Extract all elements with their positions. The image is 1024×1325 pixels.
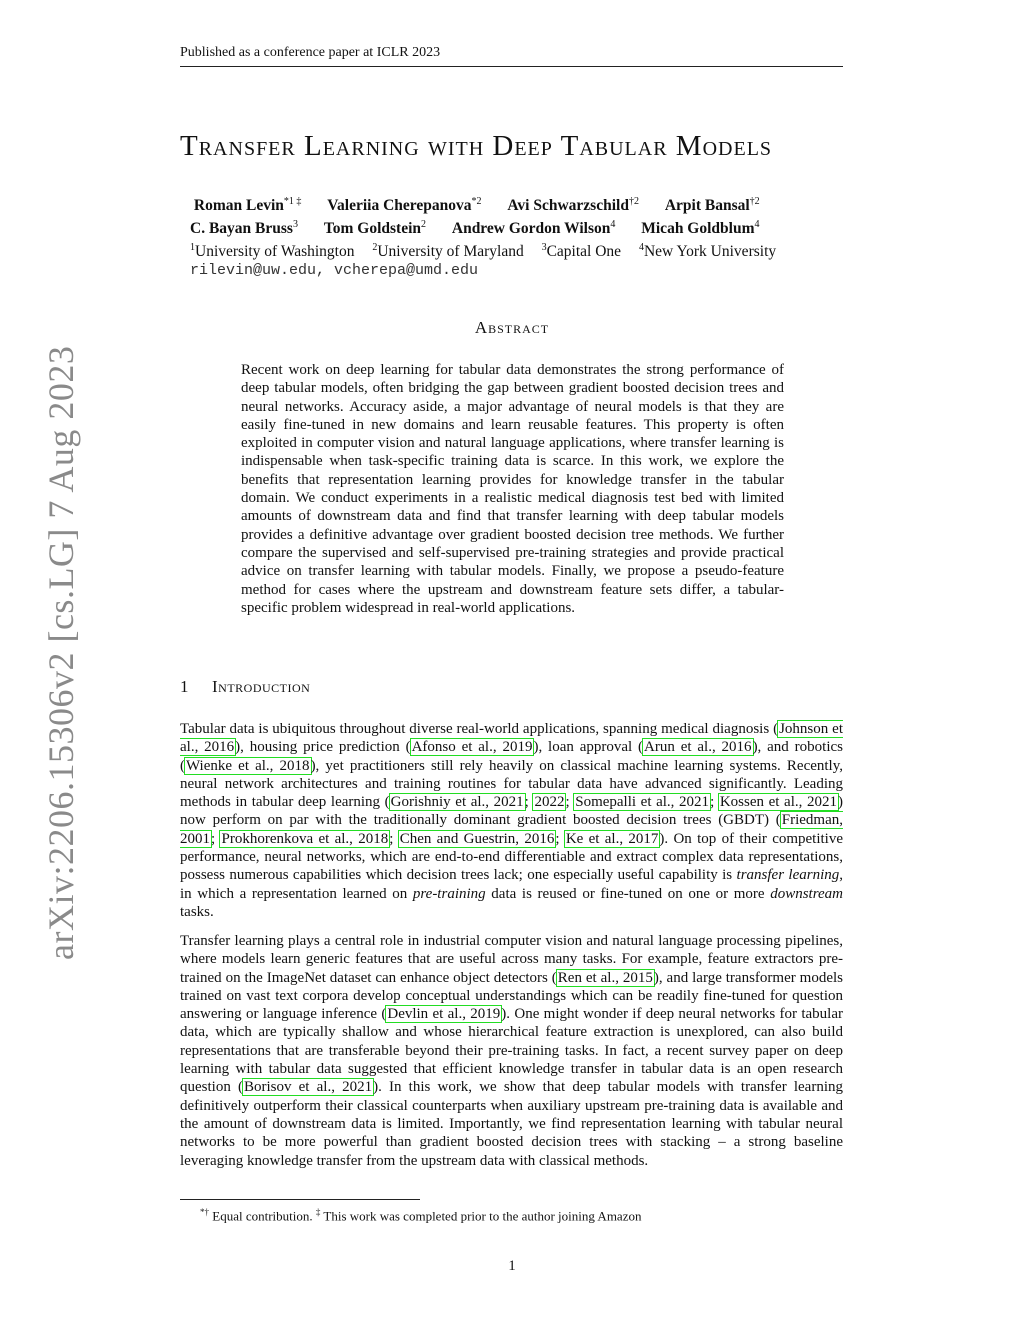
affiliation-row [190,238,850,261]
author-marks: †2 [749,196,760,207]
affiliation-num: 1 [190,242,195,254]
section-heading [180,677,310,697]
text-run: ), and robotics ( [180,739,843,774]
author-name: Roman Levin [193,197,284,215]
text-run: , in which a representation learned on [180,867,843,902]
author-name: C. Bayan Bruss [190,220,293,238]
author-marks: 3 [292,219,298,231]
footnote-rule [180,1199,420,1200]
text-run: data is reused or fine-tuned on one or more [485,885,771,902]
author-marks: †2 [628,196,639,207]
author-name: Valeriia Cherepanova [327,197,472,215]
citation-link[interactable]: Borisov et al., 2021 [243,1079,373,1096]
text-run: ; [565,794,575,811]
author-marks: 4 [754,219,760,231]
text-run: ; [211,830,221,847]
author-name: Andrew Gordon Wilson [451,220,611,238]
text-run: ; [389,830,399,847]
text-run: ) now perform on par with the traditionally dominant gradient boosted decision trees (GBDT) ( [180,794,843,829]
citation-link[interactable]: Kossen et al., 2021 [719,794,837,811]
affiliation: University of Washington [195,243,355,261]
text-run: tasks. [180,903,214,920]
citation-link[interactable]: Arun et al., 2016 [644,739,752,756]
intro-paragraph-1 [180,720,843,921]
header-rule [180,66,843,67]
author-name: Micah Goldblum [641,220,755,238]
text-run: Equal contribution. [209,1208,316,1224]
author-marks: 4 [610,219,616,231]
author-name: Tom Goldstein [323,220,421,238]
text-run: ), yet practitioners still rely heavily on classical machine learning systems. Recently, neural network architectures and training routines for tabular data have advanced significantly. Leading methods in tabular deep learning ( [180,757,844,811]
section-number: 1 [180,677,189,696]
affiliation: Capital One [546,243,622,261]
text-run: ), loan approval ( [533,739,644,756]
running-header: Published as a conference paper at ICLR 2023 [180,45,441,60]
citation-link[interactable]: Prokhorenkova et al., 2018 [221,830,389,847]
affiliation-num: 4 [638,242,644,254]
page-number: 1 [508,1258,516,1274]
author-marks: *2 [471,196,482,207]
citation-link[interactable]: Devlin et al., 2019 [387,1006,501,1023]
emphasis: pre-training [412,885,486,902]
text-run: This work was completed prior to the author joining Amazon [320,1208,642,1224]
author-emails: rilevin@uw.edu, vcherepa@umd.edu [190,262,479,280]
citation-link[interactable]: Johnson et al., 2016 [180,721,843,756]
abstract-heading: Abstract [474,318,550,337]
text-run: Transfer learning plays a central role in industrial computer vision and natural language processing pipelines, where models learn generic features that are useful across many tasks. For example, feature extractors pre-trained on the ImageNet dataset can enhance object detectors ( [180,933,843,986]
footnote-mark: *† [200,1207,209,1217]
text-run: ; [524,794,534,811]
affiliation: New York University [643,243,777,261]
author-name: Arpit Bansal [664,197,750,215]
text-run: ), and large transformer models trained on vast text corpora develop conceptual understandings which can be readily fine-tuned for question answering or language inference ( [180,969,843,1023]
text-run: ). On top of their competitive performance, neural networks, which are end-to-end differentiable and extract complex data representations, possess numerous capabilities which decision trees lack; one especially useful capability is [180,830,844,884]
affiliation: University of Maryland [377,243,524,261]
citation-link[interactable]: Chen and Guestrin, 2016 [399,830,555,847]
author-row-1 [190,192,850,215]
section-title: Introduction [212,677,311,696]
author-block [190,192,850,280]
text-run: Tabular data is ubiquitous throughout diverse real-world applications, spanning medical diagnosis ( [180,721,779,737]
citation-link[interactable]: Somepalli et al., 2021 [575,794,710,811]
emphasis: transfer learning [736,867,840,884]
arxiv-stamp: arXiv:2206.15306v2 [cs.LG] 7 Aug 2023 [41,345,81,960]
citation-link[interactable]: 2022 [534,794,565,811]
citation-link[interactable]: Afonso et al., 2019 [411,739,533,756]
affiliation-num: 3 [541,242,547,254]
intro-paragraph-2 [180,932,843,1170]
footnote-mark: ‡ [315,1207,321,1217]
affiliation-num: 2 [372,242,378,254]
citation-link[interactable]: Ren et al., 2015 [557,969,653,986]
text-run: ). In this work, we show that deep tabular models with transfer learning definitively outperform their classical counterparts when auxiliary upstream pre-training data is available and the amount of downstream data is limited. Importantly, we find representation learning with tabular neural networks to be more powerful than gradient boosted decision trees with stacking – a strong baseline leveraging knowledge transfer from the upstream data with classical methods. [180,1079,844,1169]
text-run: ). One might wonder if deep neural networks for tabular data, which are typically shallow and whose hierarchical feature extraction is unexplored, can also build representations that are transferable beyond their pre-training tasks. In fact, a recent survey paper on deep learning with tabular data suggested that efficient knowledge transfer in tabular data is an open research question ( [180,1006,843,1096]
citation-link[interactable]: Wienke et al., 2018 [186,757,310,774]
author-row-2 [190,215,850,238]
text-run: ; [555,830,565,847]
author-name: Avi Schwarzschild [507,197,629,215]
citation-link[interactable]: Ke et al., 2017 [565,830,659,847]
citation-link[interactable]: Friedman, 2001 [180,812,843,847]
author-marks: 2 [421,219,426,231]
author-marks: *1 ‡ [283,196,302,207]
text-run: ), housing price prediction ( [235,739,411,756]
emphasis: downstream [770,885,843,902]
footnote [200,1207,641,1224]
abstract-text: Recent work on deep learning for tabular data demonstrates the strong performance of deep tabular models, often bridging the gap between gradient boosted decision trees and neural networks. Accuracy aside, a major advantage of neural models is that they are easily fine-tuned in new domains and learn reusable features. This property is often exploited in computer vision and natural language applications, where transfer learning is indispensable when task-specific training data is scarce. In this work, we explore the benefits that representation learning provides for knowledge transfer in the tabular domain. We conduct experiments in a realistic medical diagnosis test bed with limited amounts of downstream data and find that transfer learning with deep tabular models provides a definitive advantage over gradient boosted decision tree methods. We further compare the supervised and self-supervised pre-training strategies and provide practical advice on transfer learning with tabular models. Finally, we propose a pseudo-feature method for cases where the upstream and downstream feature sets differ, a tabular-specific problem widespread in real-world applications. [241,362,784,616]
paper-title: Transfer Learning with Deep Tabular Models [180,130,773,162]
citation-link[interactable]: Gorishniy et al., 2021 [390,794,524,811]
text-run: ; [710,794,719,811]
